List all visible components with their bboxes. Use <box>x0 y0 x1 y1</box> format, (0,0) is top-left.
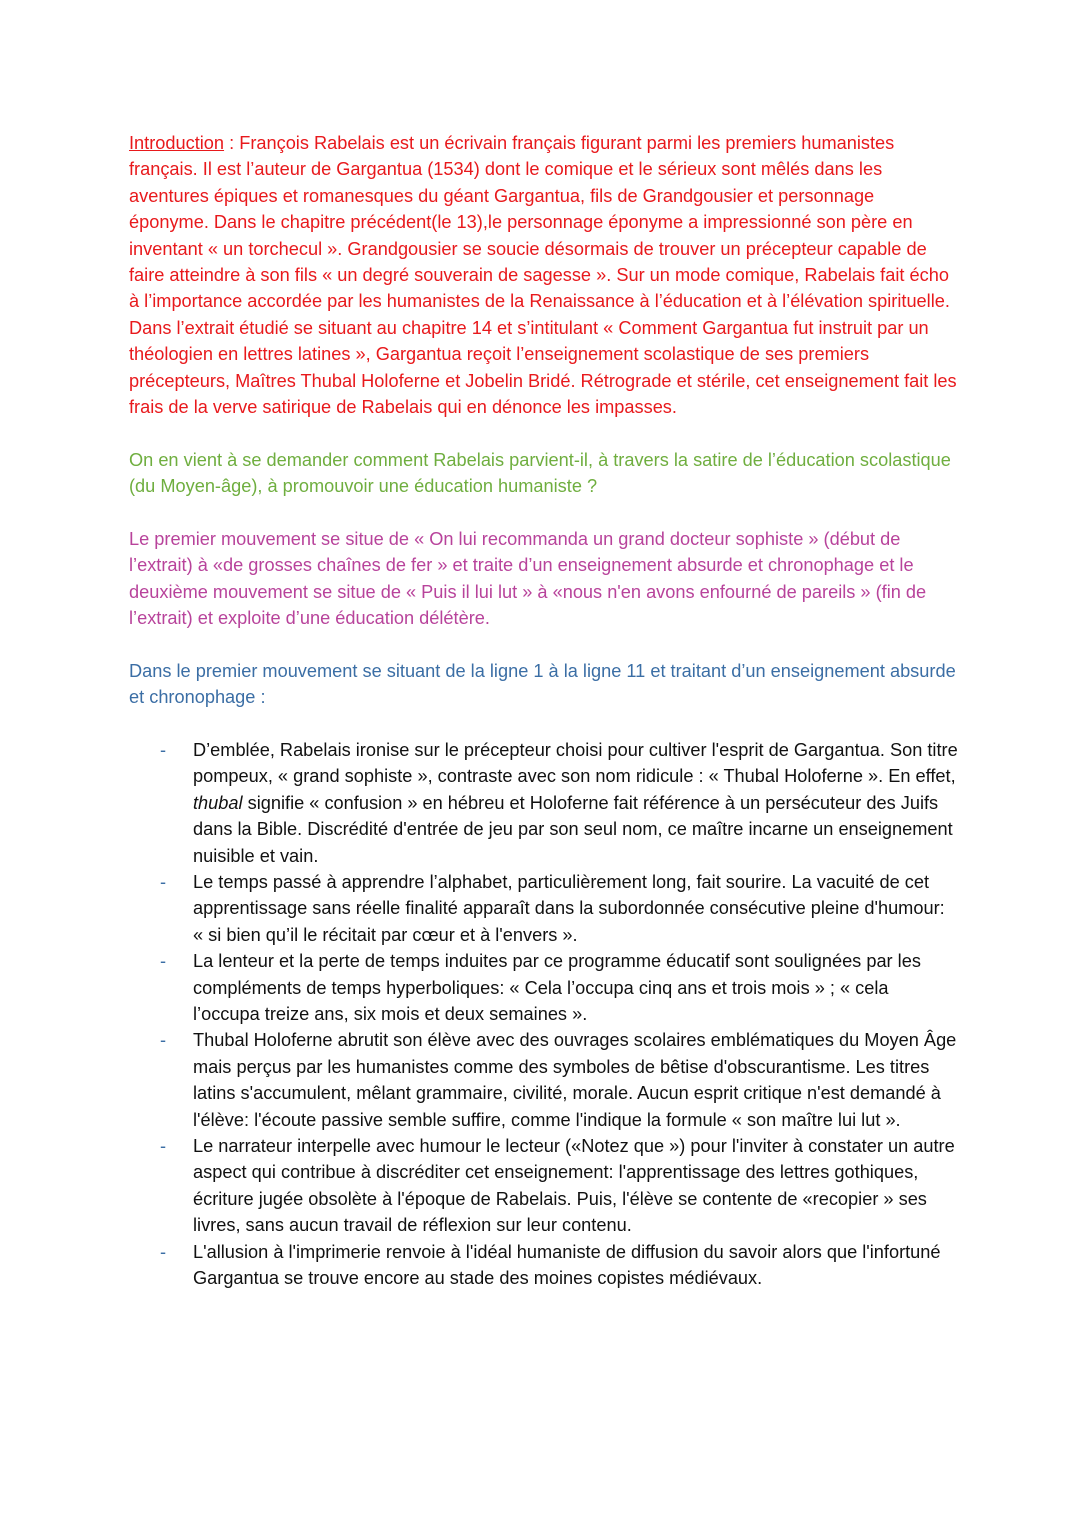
list-item-text: La lenteur et la perte de temps induites par ce programme éducatif sont soulignées par les compléments de temps hyperboliques: « Cela l’occupa cinq ans et trois mois » ; « cela l’occupa treize ans, six mois et deux semaines ». <box>193 951 921 1024</box>
document-page <box>129 130 959 1291</box>
list-item <box>129 1133 959 1239</box>
list-item-italic: thubal <box>193 792 243 813</box>
analysis-list <box>129 737 959 1292</box>
list-item <box>129 1027 959 1133</box>
plan-paragraph: Le premier mouvement se situe de « On lui recommanda un grand docteur sophiste » (début de l’extrait) à «de grosses chaînes de fer » et traite d’un enseignement absurde et chronophage et le deuxième mouvement se situe de « Puis il lui lut » à «nous n'en avons enfourné de pareils » (fin de l’extrait) et exploite d’une éducation délétère. <box>129 529 927 629</box>
list-item-text: Le temps passé à apprendre l’alphabet, particulièrement long, fait sourire. La vacuité de cet apprentissage sans réelle finalité apparaît dans la subordonnée consécutive pleine d'humour: « si bien qu’il le récitait par cœur et à l'envers ». <box>193 871 945 945</box>
list-item-text: Thubal Holoferne abrutit son élève avec des ouvrages scolaires emblématiques du Moyen Âge mais perçus par les humanistes comme des symboles de bêtise d'obscurantisme. Les titres latins s'accumulent, mêlant grammaire, civilité, morale. Aucun esprit critique n'est demandé à l'élève: l'écoute passive semble suffire, comme l'indique la formule « son maître lui lut ». <box>193 1030 957 1130</box>
first-movement-heading: Dans le premier mouvement se situant de la ligne 1 à la ligne 11 et traitant d’un enseignement absurde et chronophage : <box>129 661 956 708</box>
list-item <box>129 869 959 948</box>
bullet-dash: - <box>160 739 167 760</box>
introduction-paragraph <box>129 130 959 420</box>
introduction-label: Introduction <box>129 133 225 153</box>
list-item-text: D’emblée, Rabelais ironise sur le précepteur choisi pour cultiver l'esprit de Gargantua. Son titre pompeux, « grand sophiste », contraste avec son nom ridicule : « Thubal Holoferne ». En effet, <box>193 739 958 787</box>
bullet-dash: - <box>160 1241 167 1262</box>
list-item <box>129 948 959 1027</box>
problematique-paragraph: On en vient à se demander comment Rabelais parvient-il, à travers la satire de l’éducation scolastique (du Moyen-âge), à promouvoir une éducation humaniste ? <box>129 449 951 497</box>
bullet-dash: - <box>160 1030 167 1051</box>
list-item-text: signifie « confusion » en hébreu et Holoferne fait référence à un persécuteur des Juifs dans la Bible. Discrédité d'entrée de jeu par son seul nom, ce maître incarne un enseignement nuisible et vain. <box>193 792 953 866</box>
list-item-text: Le narrateur interpelle avec humour le lecteur («Notez que ») pour l'inviter à constater un autre aspect qui contribue à discréditer cet enseignement: l'apprentissage des lettres gothiques, écriture jugée obsolète à l'époque de Rabelais. Puis, l'élève se contente de «recopier » ses livres, sans aucun travail de réflexion sur leur contenu. <box>193 1135 955 1236</box>
list-item <box>129 737 959 869</box>
list-item <box>129 1239 959 1292</box>
bullet-dash: - <box>160 951 167 972</box>
list-item-text: L'allusion à l'imprimerie renvoie à l'idéal humaniste de diffusion du savoir alors que l'infortuné Gargantua se trouve encore au stade des moines copistes médiévaux. <box>193 1241 941 1289</box>
introduction-text: : François Rabelais est un écrivain français figurant parmi les premiers humanistes français. Il est l’auteur de Gargantua (1534) dont le comique et le sérieux sont mêlés dans les aventures épiques et romanesques du géant Gargantua, fils de Grandgousier et personnage éponyme. Dans le chapitre précédent(le 13),le personnage éponyme a impressionné son père en inventant « un torchecul ». Grandgousier se soucie désormais de trouver un précepteur capable de faire atteindre à son fils « un degré souverain de sagesse ». Sur un mode comique, Rabelais fait écho à l’importance accordée par les humanistes de la Renaissance à l’éducation et à l’élévation spirituelle. Dans l’extrait étudié se situant au chapitre 14 et s’intitulant « Comment Gargantua fut instruit par un théologien en lettres latines », Gargantua reçoit l’enseignement scolastique de ses premiers précepteurs, Maîtres Thubal Holoferne et Jobelin Bridé. Rétrograde et stérile, cet enseignement fait les frais de la verve satirique de Rabelais qui en dénonce les impasses. <box>129 133 957 418</box>
bullet-dash: - <box>160 871 167 892</box>
bullet-dash: - <box>160 1135 167 1156</box>
